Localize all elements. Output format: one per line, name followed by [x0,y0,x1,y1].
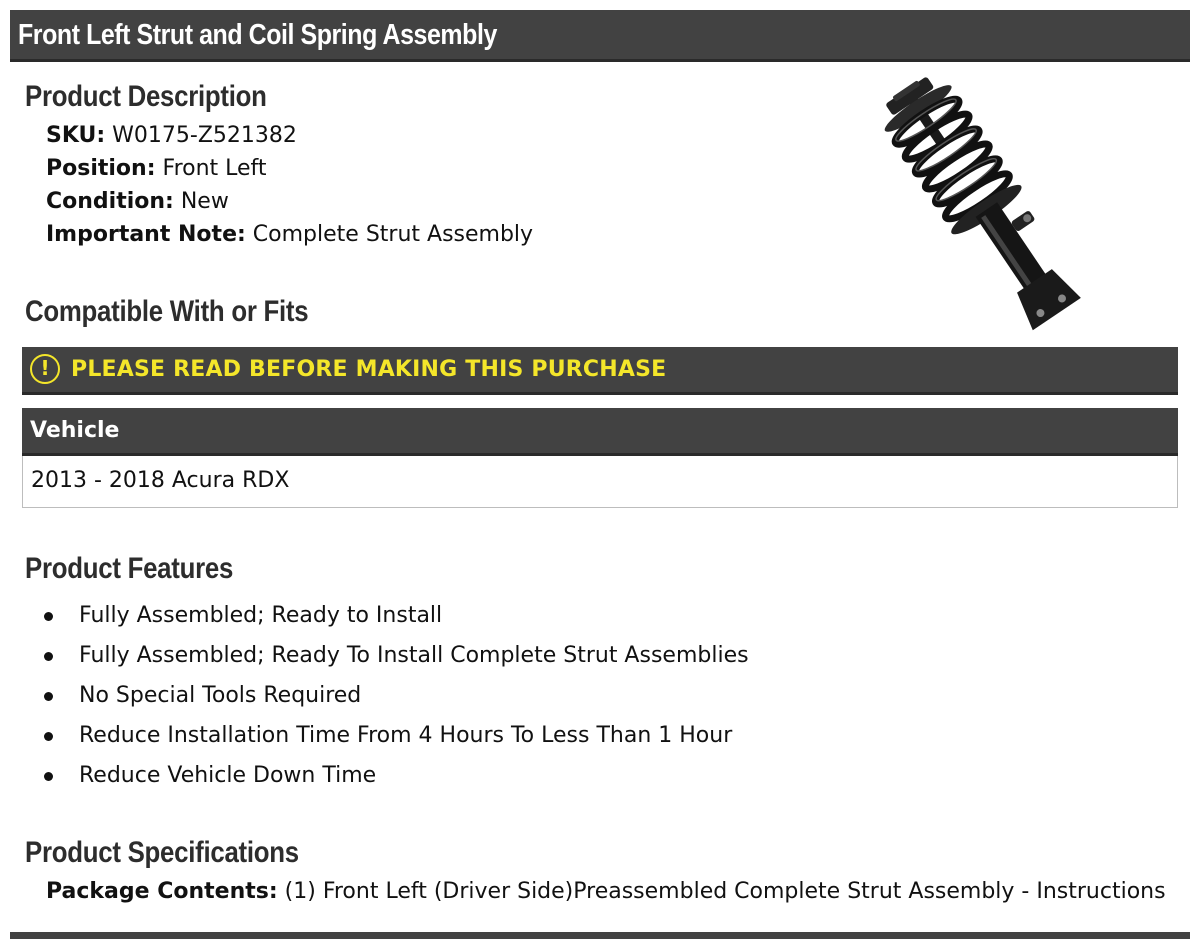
bullet-icon [44,652,53,661]
condition-label: Condition: [46,189,174,214]
warning-icon: ! [30,354,60,384]
sku-row [46,121,297,151]
vehicle-table-header [22,408,1178,456]
feature-text: Fully Assembled; Ready To Install Complete Strut Assemblies [79,643,749,668]
feature-text: Reduce Vehicle Down Time [79,763,377,788]
vehicle-table [22,408,1178,508]
position-label: Position: [46,156,156,181]
feature-text: Fully Assembled; Ready to Install [79,603,443,628]
feature-text: Reduce Installation Time From 4 Hours To Less Than 1 Hour [79,723,733,748]
page-title: Front Left Strut and Coil Spring Assembly [18,19,497,51]
table-row [22,456,1178,508]
bullet-icon [44,772,53,781]
strut-assembly-image [838,64,1128,339]
warning-text: PLEASE READ BEFORE MAKING THIS PURCHASE [71,357,667,382]
bottom-divider [10,932,1190,939]
product-description-heading: Product Description [25,80,267,113]
bullet-icon [44,692,53,701]
purchase-warning-banner [22,347,1178,395]
package-contents-value: (1) Front Left (Driver Side)Preassembled Complete Strut Assembly - Instructions [284,879,1166,904]
position-value: Front Left [162,156,267,181]
compatibility-heading: Compatible With or Fits [25,295,309,328]
bullet-icon [44,612,53,621]
sku-value: W0175-Z521382 [112,123,297,148]
important-note-value: Complete Strut Assembly [252,222,534,247]
condition-value: New [180,189,229,214]
feature-text: No Special Tools Required [79,683,362,708]
sku-label: SKU: [46,123,106,148]
package-contents-label: Package Contents: [46,879,278,904]
condition-row [46,187,229,217]
product-specifications-heading: Product Specifications [25,836,299,869]
position-row [46,154,267,184]
title-bar [10,10,1190,62]
package-contents-row [46,877,1166,907]
bullet-icon [44,732,53,741]
product-features-heading: Product Features [25,552,234,585]
important-note-label: Important Note: [46,222,246,247]
vehicle-column-header: Vehicle [30,418,120,443]
important-note-row [46,220,533,250]
vehicle-cell: 2013 - 2018 Acura RDX [31,468,290,493]
